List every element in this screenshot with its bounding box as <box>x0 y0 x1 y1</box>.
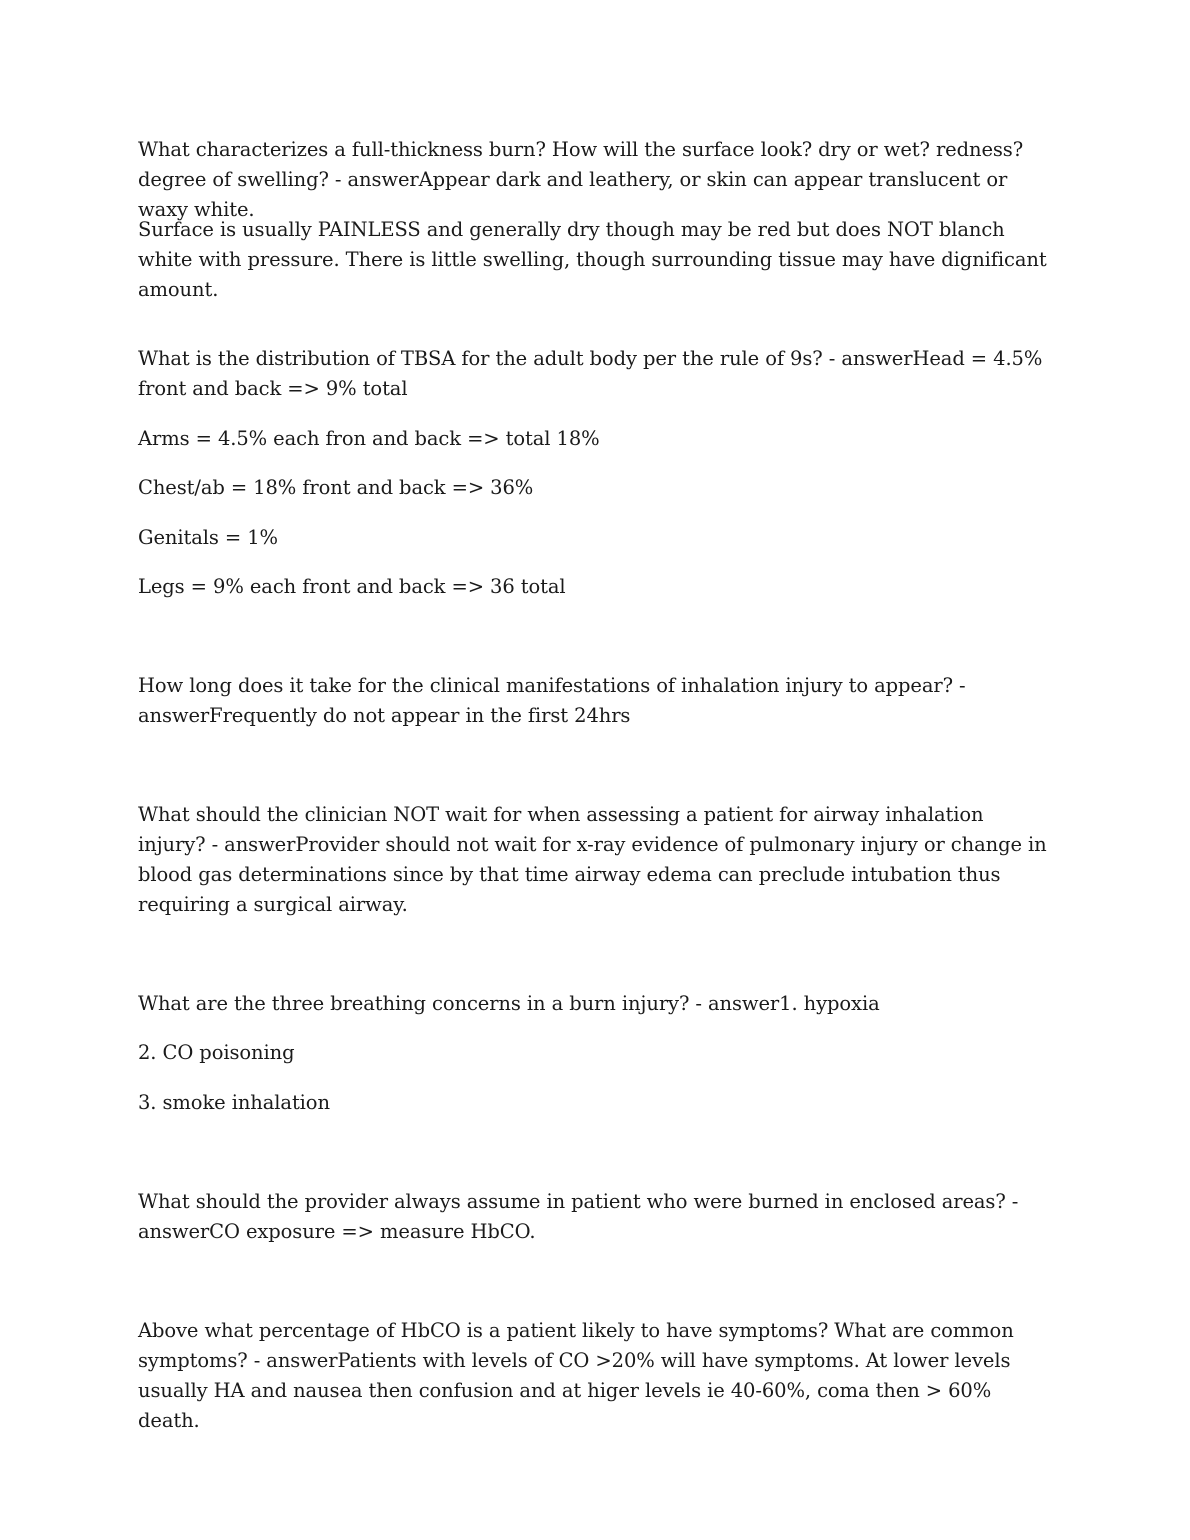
tbsa-legs: Legs = 9% each front and back => 36 total <box>138 575 566 598</box>
qa-hbco-symptoms: Above what percentage of HbCO is a patient likely to have symptoms? What are common symptoms? - answerPatients with levels of CO >20% will have symptoms. At lower levels usually HA and nausea then confusion and at higer levels ie 40-60%, coma then > 60% death. <box>138 1319 1014 1432</box>
qa-inhalation-injury-onset: How long does it take for the clinical manifestations of inhalation injury to appear? - answerFrequently do not appear in the first 24hrs <box>138 674 966 727</box>
qa-breathing-concerns: What are the three breathing concerns in a burn injury? - answer1. hypoxia <box>138 992 880 1015</box>
qa-full-thickness-burn-continued: Surface is usually PAINLESS and generally dry though may be red but does NOT blanch white with pressure. There is little swelling, though surrounding tissue may have dignificant amount. <box>138 218 1047 301</box>
breathing-concern-co-poisoning: 2. CO poisoning <box>138 1041 295 1064</box>
qa-full-thickness-burn: What characterizes a full-thickness burn? How will the surface look? dry or wet? redness? degree of swelling? - answerAppear dark and leathery, or skin can appear translucent or waxy white. <box>138 138 1024 221</box>
tbsa-genitals: Genitals = 1% <box>138 526 278 549</box>
qa-airway-inhalation-assessment: What should the clinician NOT wait for when assessing a patient for airway inhalation injury? - answerProvider should not wait for x-ray evidence of pulmonary injury or change in blood gas determinations since by that time airway edema can preclude intubation thus requiring a surgical airway. <box>138 803 1047 916</box>
breathing-concern-smoke-inhalation: 3. smoke inhalation <box>138 1091 330 1114</box>
qa-tbsa-rule-of-nines: What is the distribution of TBSA for the adult body per the rule of 9s? - answerHead = 4.5% front and back => 9% total <box>138 347 1043 400</box>
tbsa-arms: Arms = 4.5% each fron and back => total 18% <box>138 427 600 450</box>
tbsa-chest-ab: Chest/ab = 18% front and back => 36% <box>138 476 534 499</box>
qa-enclosed-area-burn: What should the provider always assume in patient who were burned in enclosed areas? - answerCO exposure => measure HbCO. <box>138 1190 1019 1243</box>
